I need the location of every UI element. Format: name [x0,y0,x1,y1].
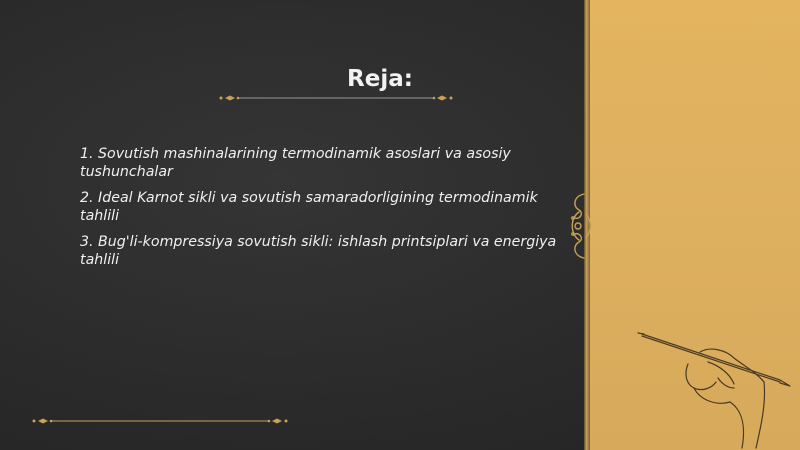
hand-writing-pen-icon [630,322,800,450]
bottom-divider-ornament [30,416,290,426]
agenda-item-3: 3. Bug'li-kompressiya sovutish sikli: ishlash printsiplari va energiya tahlili [80,234,557,268]
agenda-item-2: 2. Ideal Karnot sikli va sovutish samaradorligining termodinamik tahlili [80,190,538,224]
title-divider-ornament [217,93,455,103]
slide-title: Reja: [347,66,413,92]
agenda-item-1: 1. Sovutish mashinalarining termodinamik asoslari va asosiy tushunchalar [80,146,511,180]
scroll-ornament-icon [566,190,592,262]
agenda-list [80,145,580,277]
